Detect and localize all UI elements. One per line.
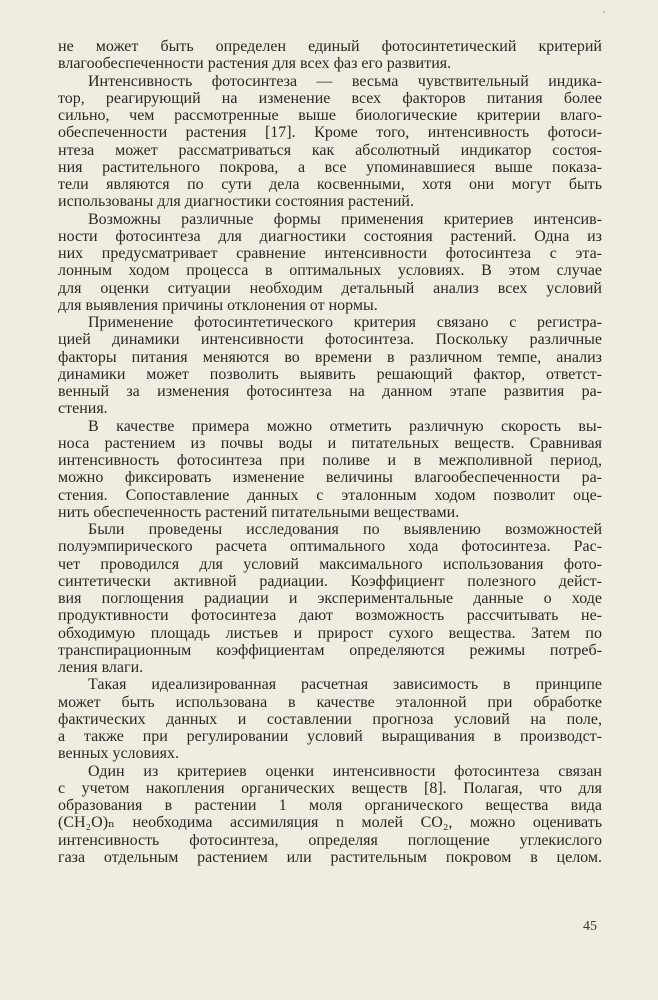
text-line: В качестве примера можно отметить различную скорость вы-: [88, 417, 602, 435]
text-line: продуктивности фотосинтеза дают возможность рассчитывать не-: [58, 607, 602, 625]
text-line: тели являются по сути дела косвенными, хотя они могут быть: [58, 176, 602, 193]
text-line: вия поглощения радиации и экспериментальные данные о ходе: [58, 590, 602, 607]
text-line: ния растительного покрова, а все упоминавшиеся выше показа-: [58, 158, 602, 176]
text-line: а также при регулировании условий выращивания в производст-: [58, 728, 602, 745]
text-line: может быть использована в качестве эталонной при обработке: [58, 693, 602, 711]
text-line: венных условиях.: [58, 745, 179, 763]
text-line: использованы для диагностики состояния растений.: [58, 193, 414, 211]
text-line: транспирационным коэффициентам определяются режимы потреб-: [58, 641, 602, 659]
text-line: газа отдельным растением или растительным покровом в целом.: [58, 848, 602, 866]
text-line: Возможны различные формы применения критериев интенсив-: [88, 210, 602, 228]
text-line: Такая идеализированная расчетная зависимость в принципе: [88, 676, 602, 694]
text-line: не может быть определен единый фотосинтетический критерий: [58, 38, 602, 55]
text-line: для выявления причины отклонения от нормы.: [58, 296, 378, 314]
text-line: венный за изменения фотосинтеза на данном этапе развития ра-: [58, 383, 602, 400]
text-line: обходимую площадь листьев и прирост сухого вещества. Затем по: [58, 624, 602, 642]
text-line: синтетически активной радиации. Коэффициент полезного дейст-: [58, 572, 602, 590]
text-line: Интенсивность фотосинтеза — весьма чувствительный индика-: [88, 72, 602, 90]
text-line: Применение фотосинтетического критерия связано с регистра-: [88, 314, 602, 331]
text-line: Один из критериев оценки интенсивности фотосинтеза связан: [88, 762, 602, 780]
text-line: (CH₂O)ₙ необходима ассимиляция n молей CO₂, можно оценивать: [58, 814, 602, 832]
text-line: с учетом накопления органических веществ [8]. Полагая, что для: [58, 779, 602, 797]
text-line: сильно, чем рассмотренные выше биологические критерии влаго-: [58, 107, 602, 124]
corner-mark: [603, 11, 605, 13]
text-line: чет проводился для условий максимального использования фото-: [58, 555, 602, 573]
text-line: интенсивность фотосинтеза при поливе и в межполивной период,: [58, 452, 602, 469]
text-line: тор, реагирующий на изменение всех факторов питания более: [58, 89, 602, 107]
text-line: стения. Сопоставление данных с эталонным ходом позволит оце-: [58, 486, 602, 504]
text-line: цией динамики интенсивности фотосинтеза. Поскольку различные: [58, 331, 602, 349]
text-line: лонным ходом процесса в оптимальных условиях. В этом случае: [58, 262, 602, 280]
text-line: для оценки ситуации необходим детальный анализ всех условий: [58, 279, 602, 297]
text-line: них предусматривает сравнение интенсивности фотосинтеза с эта-: [58, 245, 602, 262]
text-line: носа растением из почвы воды и питательных веществ. Сравнивая: [58, 434, 602, 452]
text-line: полуэмпирического расчета оптимального хода фотосинтеза. Рас-: [58, 538, 602, 556]
text-line: ления влаги.: [58, 659, 144, 676]
body-text: [58, 38, 602, 866]
text-line: динамики может позволить выявить решающий фактор, ответст-: [58, 365, 602, 383]
text-line: Были проведены исследования по выявлению возможностей: [88, 521, 602, 538]
text-line: факторы питания меняются во времени в различном темпе, анализ: [58, 348, 602, 366]
text-line: стения.: [58, 400, 108, 418]
text-line: интенсивность фотосинтеза, определяя поглощение углекислого: [58, 831, 602, 849]
text-line: влагообеспеченности растения для всех фаз его развития.: [58, 55, 452, 73]
text-line: обеспеченности растения [17]. Кроме того, интенсивность фотоси-: [58, 124, 602, 142]
text-line: нтеза может рассматриваться как абсолютный индикатор состоя-: [58, 141, 602, 159]
text-line: ности фотосинтеза для диагностики состояния растений. Одна из: [58, 227, 602, 245]
text-line: нить обеспеченность растений питательными веществами.: [58, 503, 460, 521]
text-line: фактических данных и составлении прогноза условий на поле,: [58, 710, 602, 728]
text-line: образования в растении 1 моля органического вещества вида: [58, 797, 602, 814]
page-number: 45: [583, 919, 597, 934]
text-line: можно фиксировать изменение величины влагообеспеченности ра-: [58, 469, 602, 487]
